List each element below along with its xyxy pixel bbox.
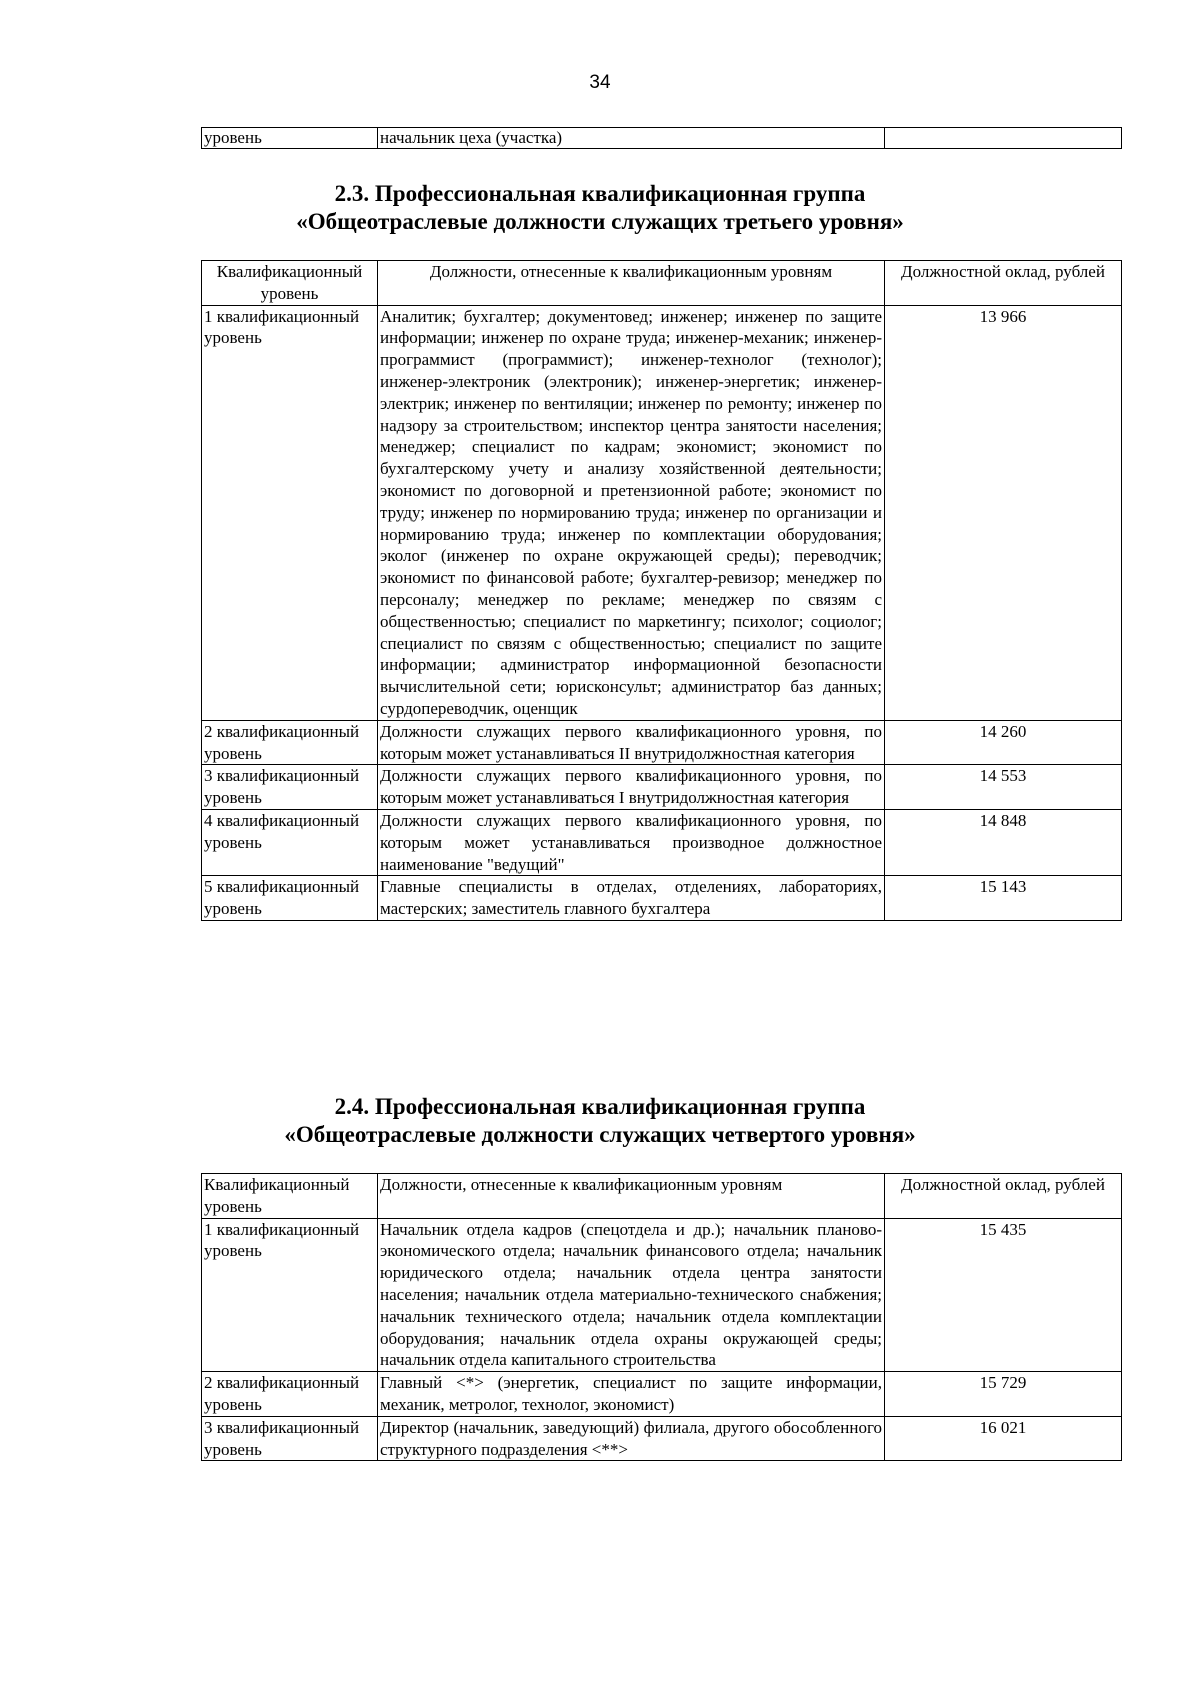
header-salary: Должностной оклад, рублей bbox=[885, 261, 1122, 306]
positions-cell: Главный <*> (энергетик, специалист по защите информации, механик, метролог, технолог, экономист) bbox=[378, 1372, 885, 1417]
continuation-table bbox=[201, 127, 1122, 149]
level-cell: 3 квалификационный уровень bbox=[202, 1416, 378, 1461]
level-cell: 1 квалификационный уровень bbox=[202, 1218, 378, 1372]
level-cell: 2 квалификационный уровень bbox=[202, 1372, 378, 1417]
header-level: Квалификационный уровень bbox=[202, 1174, 378, 1219]
positions-cell: Должности служащих первого квалификационного уровня, по которым может устанавливаться производное должностное наименование "ведущий" bbox=[378, 809, 885, 875]
salary-cell: 16 021 bbox=[885, 1416, 1122, 1461]
table-row bbox=[202, 1372, 1122, 1417]
table-row bbox=[202, 1218, 1122, 1372]
positions-cell: начальник цеха (участка) bbox=[378, 128, 885, 149]
header-positions: Должности, отнесенные к квалификационным уровням bbox=[378, 1174, 885, 1219]
salary-cell: 13 966 bbox=[885, 305, 1122, 720]
table-header-row bbox=[202, 261, 1122, 306]
level-cell: 4 квалификационный уровень bbox=[202, 809, 378, 875]
table-row bbox=[202, 128, 1122, 149]
section-title-line2: «Общеотраслевые должности служащих третьего уровня» bbox=[296, 209, 904, 234]
table-row bbox=[202, 1416, 1122, 1461]
salary-cell: 15 729 bbox=[885, 1372, 1122, 1417]
table-row bbox=[202, 720, 1122, 765]
positions-cell: Начальник отдела кадров (спецотдела и др.); начальник планово-экономического отдела; начальник финансового отдела; начальник юридического отдела; начальник отдела центра занятости населения; начальник отдела материально-технического снабжения; начальник технического отдела; начальник отдела комплектации оборудования; начальник отдела охраны окружающей среды; начальник отдела капитального строительства bbox=[378, 1218, 885, 1372]
salary-cell: 14 848 bbox=[885, 809, 1122, 875]
header-positions: Должности, отнесенные к квалификационным уровням bbox=[378, 261, 885, 306]
table-row bbox=[202, 765, 1122, 810]
page-number: 34 bbox=[589, 72, 611, 93]
positions-cell: Должности служащих первого квалификационного уровня, по которым может устанавливаться II внутридолжностная категория bbox=[378, 720, 885, 765]
salary-cell: 15 435 bbox=[885, 1218, 1122, 1372]
section-title-2-3 bbox=[0, 180, 1200, 236]
salary-cell: 14 260 bbox=[885, 720, 1122, 765]
salary-cell: 14 553 bbox=[885, 765, 1122, 810]
section-title-line1: 2.3. Профессиональная квалификационная группа bbox=[334, 181, 866, 206]
level-cell: 1 квалификационный уровень bbox=[202, 305, 378, 720]
section-title-line1: 2.4. Профессиональная квалификационная группа bbox=[334, 1094, 866, 1119]
salary-cell: 15 143 bbox=[885, 876, 1122, 921]
salary-cell bbox=[885, 128, 1122, 149]
table-row bbox=[202, 809, 1122, 875]
positions-cell: Директор (начальник, заведующий) филиала, другого обособленного структурного подразделения <**> bbox=[378, 1416, 885, 1461]
table-header-row bbox=[202, 1174, 1122, 1219]
level-cell: уровень bbox=[202, 128, 378, 149]
positions-cell: Главные специалисты в отделах, отделениях, лабораториях, мастерских; заместитель главного бухгалтера bbox=[378, 876, 885, 921]
level-cell: 2 квалификационный уровень bbox=[202, 720, 378, 765]
header-level: Квалификационный уровень bbox=[202, 261, 378, 306]
table-row bbox=[202, 305, 1122, 720]
positions-cell: Аналитик; бухгалтер; документовед; инженер; инженер по защите информации; инженер по охране труда; инженер-механик; инженер-программист (программист); инженер-технолог (технолог); инженер-электроник (электроник); инженер-энергетик; инженер-электрик; инженер по вентиляции; инженер по ремонту; инженер по надзору за строительством; инспектор центра занятости населения; менеджер; специалист по кадрам; экономист; экономист по бухгалтерскому учету и анализу хозяйственной деятельности; экономист по договорной и претензионной работе; экономист по труду; инженер по нормированию труда; инженер по организации и нормированию труда; инженер по комплектации оборудования; эколог (инженер по охране окружающей среды); переводчик; экономист по финансовой работе; бухгалтер-ревизор; менеджер по персоналу; менеджер по рекламе; менеджер по связям с общественностью; специалист по маркетингу; психолог; социолог; специалист по связям с общественностью; специалист по защите информации; администратор информационной безопасности вычислительной сети; юрисконсульт; администратор баз данных; сурдопереводчик, оценщик bbox=[378, 305, 885, 720]
level-cell: 3 квалификационный уровень bbox=[202, 765, 378, 810]
section-title-line2: «Общеотраслевые должности служащих четвертого уровня» bbox=[284, 1122, 916, 1147]
positions-cell: Должности служащих первого квалификационного уровня, по которым может устанавливаться I внутридолжностная категория bbox=[378, 765, 885, 810]
table-row bbox=[202, 876, 1122, 921]
section-title-2-4 bbox=[0, 1093, 1200, 1149]
header-salary: Должностной оклад, рублей bbox=[885, 1174, 1122, 1219]
level-cell: 5 квалификационный уровень bbox=[202, 876, 378, 921]
qualification-table-2-4 bbox=[201, 1173, 1122, 1461]
qualification-table-2-3 bbox=[201, 260, 1122, 921]
